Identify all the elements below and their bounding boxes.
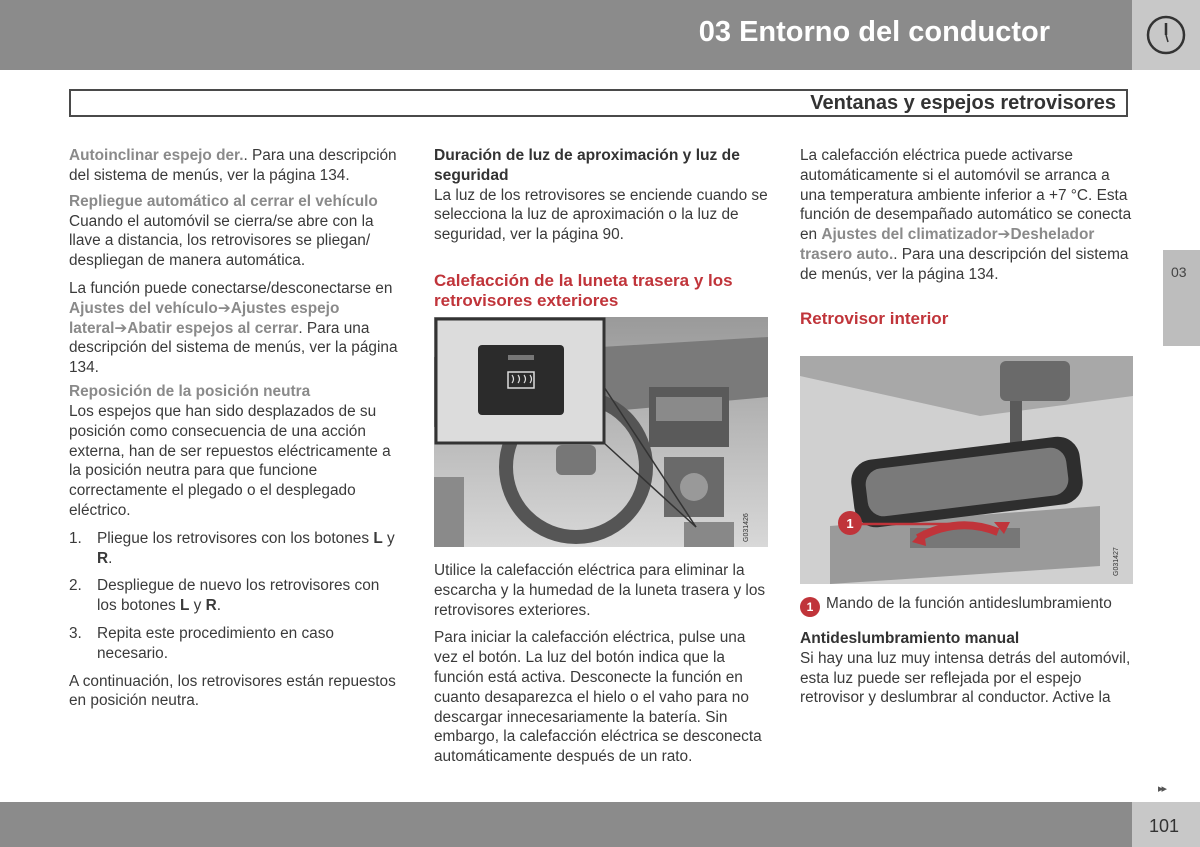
arrow-right-icon: ➔ [997,226,1011,244]
chapter-side-tab-label: 03 [1171,264,1187,280]
list-item [69,529,402,569]
list-text: . [108,549,113,567]
procedure-list [69,529,402,664]
section-title-box [69,89,1128,117]
paragraph: Para iniciar la calefacción eléctrica, pulse una vez el botón. La luz del botón indica que la función está activa. Desconecte la función en cuanto desaparezca el hielo o el vaho para no descargar innecesariamente la batería. Sin embargo, la calefacción eléctrica se desconecta automáticamente después de un rato. [434,629,762,766]
menu-path-link: Autoinclinar espejo der. [69,147,244,164]
menu-path-link: Ajustes del vehículo [69,299,218,317]
list-text: y [189,597,206,615]
paragraph-text: La función puede conectarse/desconectarse en [69,279,393,297]
paragraph: Si hay una luz muy intensa detrás del automóvil, esta luz puede ser reflejada por el espejo retrovisor y deslumbrar al conductor. Active la [800,649,1131,707]
menu-path-link: Ajustes del climatizador [821,226,998,244]
list-text: Pliegue los retrovisores con los botones [97,529,374,547]
list-number: 3. [69,624,82,642]
paragraph: La luz de los retrovisores se enciende cuando se selecciona la luz de aproximación o la luz de seguridad, ver la página 90. [434,186,768,244]
figure-legend [800,594,1133,617]
paragraph [800,146,1133,285]
footer-bar [0,802,1132,847]
interior-mirror-illustration [800,356,1133,584]
list-text: Repita este procedimiento en caso necesario. [97,624,334,662]
subheading-antideslumbramiento: Antideslumbramiento manual [800,630,1020,647]
arrow-right-icon: ➔ [217,299,231,317]
paragraph-text: . Para una descripción del sistema de menús, ver la página 134. [69,147,397,184]
list-number: 2. [69,577,82,595]
column-2 [434,146,768,311]
button-letter: L [373,529,383,547]
legend-text: Mando de la función antideslumbramiento [826,595,1112,612]
heading-retrovisor: Retrovisor interior [800,308,949,328]
arrow-right-icon: ➔ [114,319,128,337]
section-title: Ventanas y espejos retrovisores [810,92,1116,114]
header-icon-box [1132,0,1200,70]
chapter-side-tab [1163,250,1200,346]
header-bar [0,0,1132,70]
continue-arrows-icon: ▸▸ [1158,783,1166,795]
list-text: Despliegue de nuevo los retrovisores con los botones [97,577,380,615]
paragraph: Utilice la calefacción eléctrica para eliminar la escarcha y la humedad de la luneta trasera y los retrovisores exteriores. [434,562,766,619]
dashboard-illustration [434,317,768,547]
list-number: 1. [69,529,82,547]
list-item [69,576,402,616]
paragraph [69,146,402,186]
button-letter: R [205,597,217,615]
button-letter: L [180,597,190,615]
list-text: y [382,529,395,547]
paragraph: Cuando el automóvil se cierra/se abre con la llave a distancia, los retrovisores se pliegan/ despliegan de manera automática. [69,212,374,270]
paragraph-text: . Para una descripción del sistema de menús, ver la página 134. [800,245,1129,283]
column-3-lower [800,594,1133,708]
legend-badge: 1 [800,597,820,617]
image-code: G031427 [1113,547,1120,576]
paragraph [69,279,402,378]
gauge-icon [1144,13,1188,57]
column-1 [69,146,402,711]
subheading-duracion: Duración de luz de aproximación y luz de seguridad [434,147,740,184]
callout-number: 1 [846,516,854,531]
paragraph: Los espejos que han sido desplazados de su posición como consecuencia de una acción externa, han de ser repuestos eléctricamente a la posición neutra para que funcione correctamente el plegado o el desplegado eléctrico. [69,402,391,519]
footer-page-box [1132,802,1200,847]
column-2-lower [434,561,768,767]
menu-path-link: Abatir espejos al cerrar [127,319,299,337]
list-item [69,624,402,664]
heading-calefaccion: Calefacción de la luneta trasera y los retrovisores exteriores [434,270,733,310]
page-number: 101 [1148,816,1180,836]
subheading-repliegue: Repliegue automático al cerrar el vehículo [69,192,378,210]
image-code: G031426 [743,513,750,542]
column-3 [800,146,1133,329]
paragraph-text: La calefacción eléctrica puede activarse automáticamente si el automóvil se arranca a una temperatura ambiente inferior a +7 °C. Esta función de desempañado automático se conecta en [800,147,1132,244]
paragraph-text: . Para una descripción del sistema de menús, ver la página 134. [69,319,398,377]
subheading-reposicion: Reposición de la posición neutra [69,382,311,400]
paragraph: A continuación, los retrovisores están repuestos en posición neutra. [69,672,396,710]
chapter-title: 03 Entorno del conductor [698,16,1050,48]
list-text: . [216,597,222,615]
menu-path-link: Deshelador trasero auto. [800,226,1095,263]
button-letter: R [97,549,109,567]
menu-path-link: Ajustes espejo lateral [69,299,340,337]
